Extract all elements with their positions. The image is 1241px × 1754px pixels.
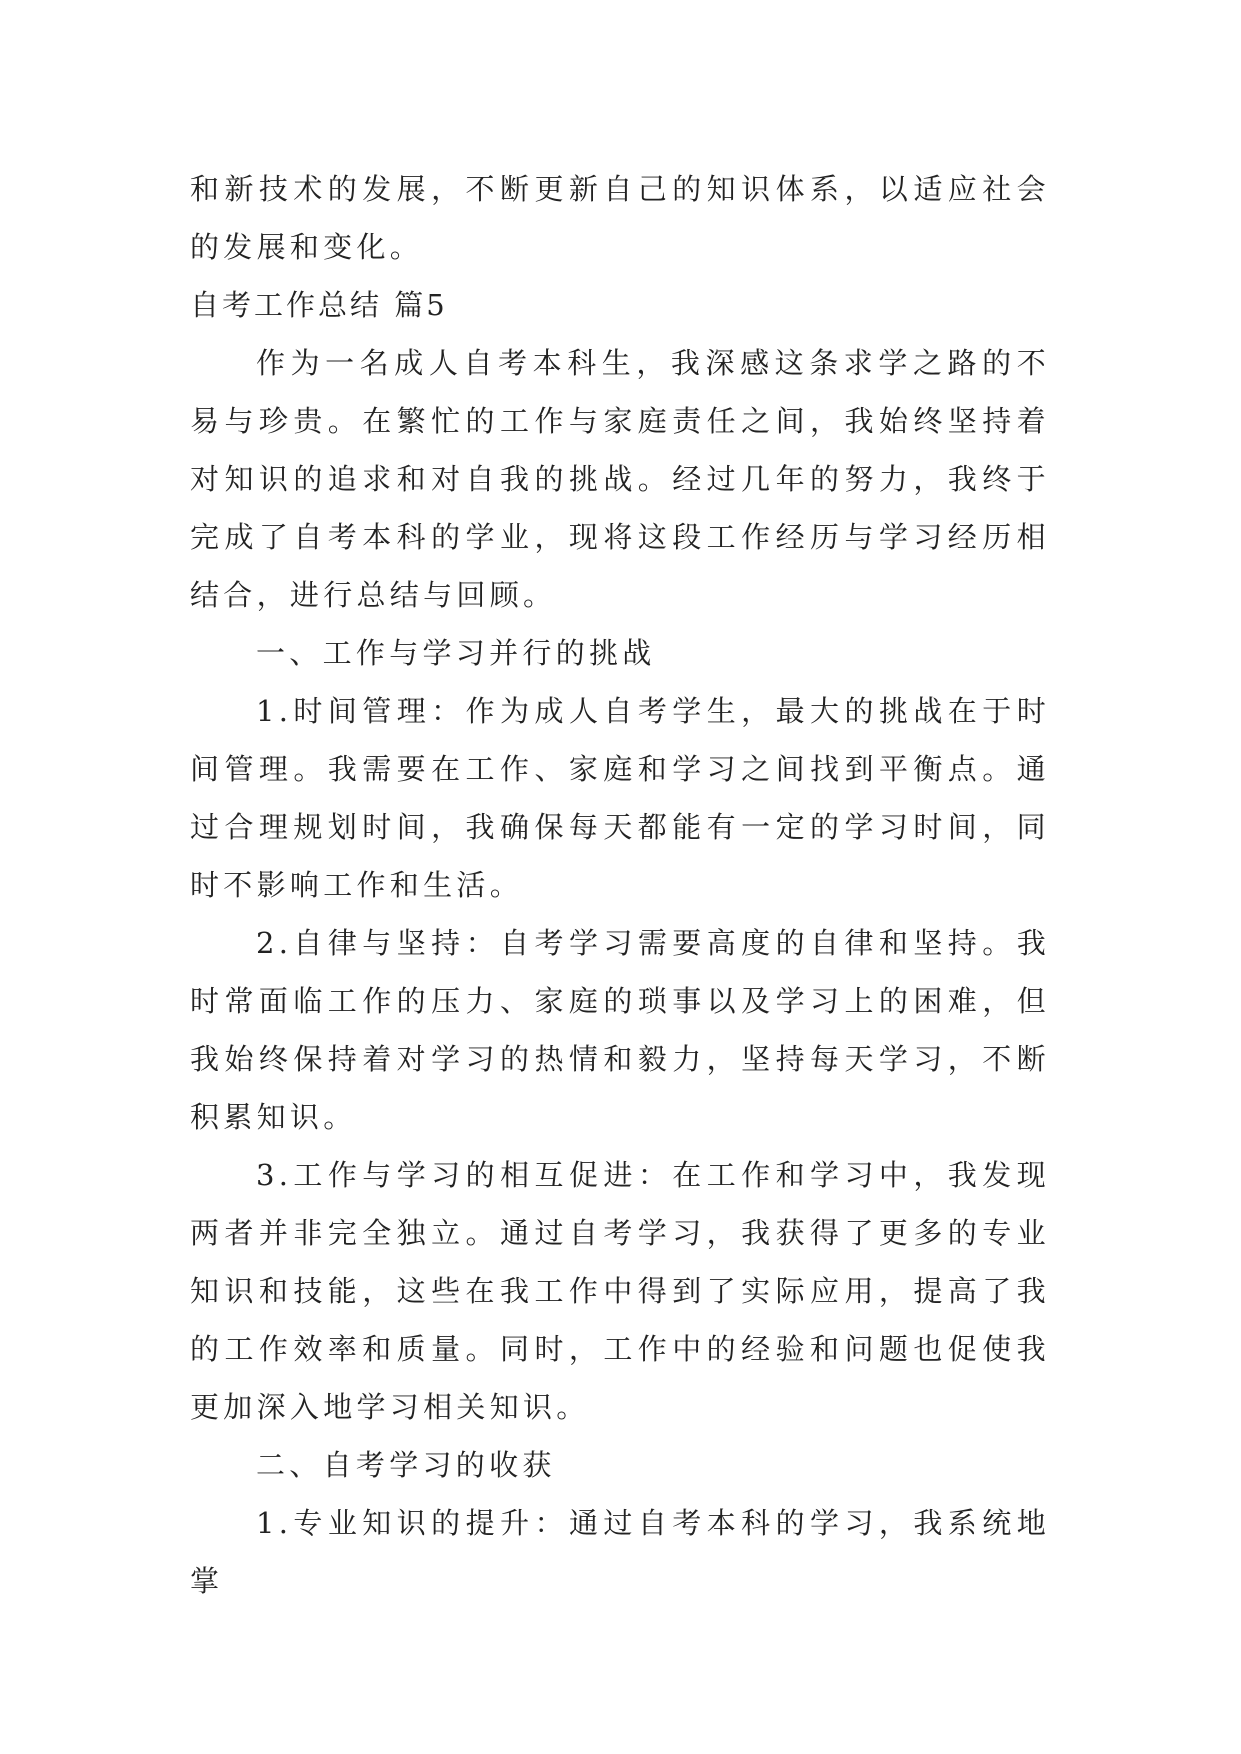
continued-paragraph: 和新技术的发展，不断更新自己的知识体系，以适应社会的发展和变化。 [190,172,1050,264]
subheading-challenges: 一、工作与学习并行的挑战 [256,636,656,670]
intro-paragraph: 作为一名成人自考本科生，我深感这条求学之路的不易与珍贵。在繁忙的工作与家庭责任之间，我始终坚持着对知识的追求和对自我的挑战。经过几年的努力，我终于完成了自考本科的学业，现将这段工作经历与学习经历相结合，进行总结与回顾。 [190,346,1050,612]
item-knowledge-improvement: 1.专业知识的提升：通过自考本科的学习，我系统地掌 [190,1506,1050,1598]
document-body [190,160,1050,1610]
item-self-discipline: 2.自律与坚持：自考学习需要高度的自律和坚持。我时常面临工作的压力、家庭的琐事以及学习上的困难，但我始终保持着对学习的热情和毅力，坚持每天学习，不断积累知识。 [190,926,1050,1134]
item-mutual-promotion: 3.工作与学习的相互促进：在工作和学习中，我发现两者并非完全独立。通过自考学习，我获得了更多的专业知识和技能，这些在我工作中得到了实际应用，提高了我的工作效率和质量。同时，工作中的经验和问题也促使我更加深入地学习相关知识。 [190,1158,1050,1424]
item-time-management: 1.时间管理：作为成人自考学生，最大的挑战在于时间管理。我需要在工作、家庭和学习之间找到平衡点。通过合理规划时间，我确保每天都能有一定的学习时间，同时不影响工作和生活。 [190,694,1050,902]
section-title: 自考工作总结 篇5 [190,288,448,322]
subheading-gains: 二、自考学习的收获 [256,1448,556,1482]
